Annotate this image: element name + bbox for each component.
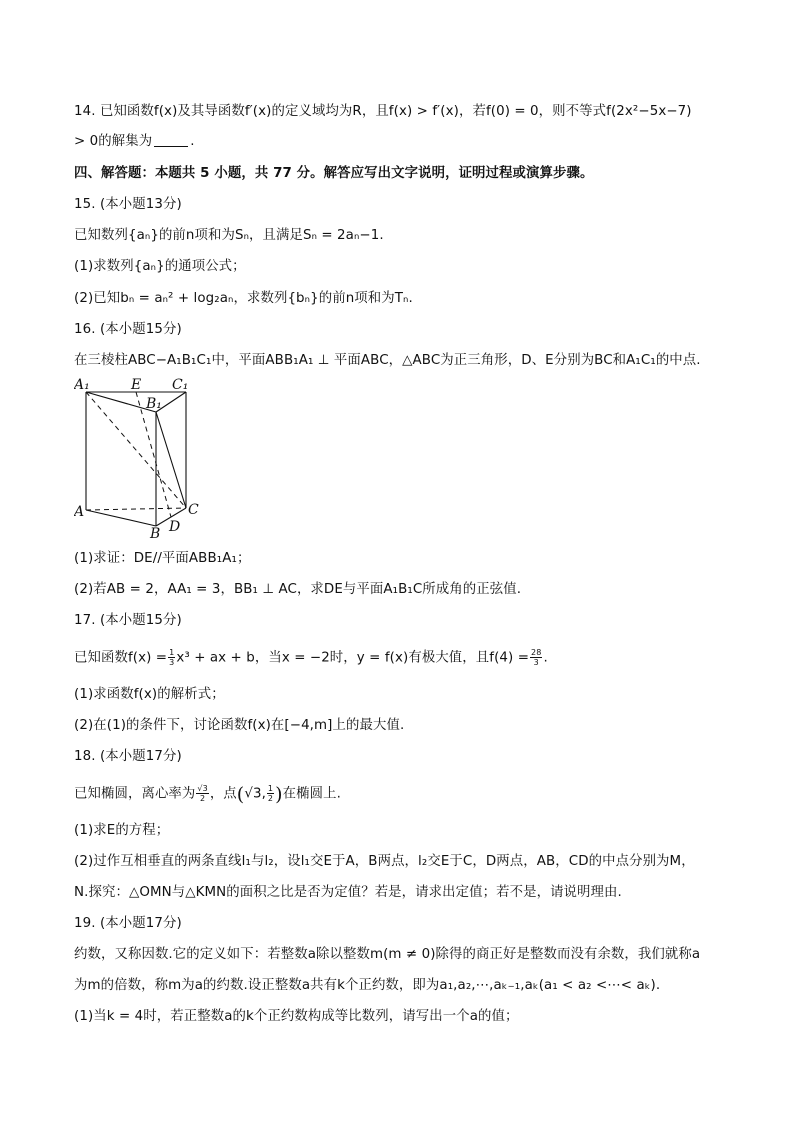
q16-stem: 在三棱柱ABC−A₁B₁C₁中，平面ABB₁A₁ ⊥ 平面ABC，△ABC为正三角形，D、E分别为BC和A₁C₁的中点. [74,353,701,368]
q14-line2-text: > 0的解集为 [74,134,153,149]
q17-heading: 17. (本小题15分) [74,613,182,628]
label-a1: A₁ [74,377,90,393]
q17-stem [74,648,548,668]
fraction-28-thirds [530,648,542,667]
fraction-denominator: 3 [169,658,175,667]
fraction-numerator: 1 [169,648,175,657]
q18-stem-end: 在椭圆上. [282,786,341,802]
point-x: √3, [244,786,266,802]
fraction-one-third [168,648,175,667]
fraction-eccentricity [196,784,208,803]
q17-stem-middle: x³ + ax + b，当x = −2时，y = f(x)有极大值，且f(4) = [176,650,530,666]
fraction-numerator: 1 [267,784,274,793]
q18-stem-start: 已知椭圆，离心率为 [74,786,196,802]
fraction-denominator: 2 [200,794,206,803]
q15-heading: 15. (本小题13分) [74,197,182,212]
q18-part2-line2: N.探究：△OMN与△KMN的面积之比是否为定值？若是，请求出定值；若不是，请说明理由. [74,885,622,900]
q17-part1: (1)求函数f(x)的解析式； [74,687,225,702]
q17-part2: (2)在(1)的条件下，讨论函数f(x)在[−4,m]上的最大值. [74,718,405,733]
q17-stem-start: 已知函数f(x) = [74,650,168,666]
q14-line1: 14. 已知函数f(x)及其导函数f′(x)的定义域均为R，且f(x) > f′(x)，若f(0) = 0，则不等式f(2x²−5x−7) [74,104,692,119]
q17-stem-end: . [543,650,548,666]
q16-heading: 16. (本小题15分) [74,322,182,337]
segment-b1c [156,412,186,508]
edge-ab [86,510,156,526]
q19-part1: (1)当k = 4时，若正整数a的k个正约数构成等比数列，请写出一个a的值； [74,1009,519,1024]
q16-part1: (1)求证：DE//平面ABB₁A₁； [74,551,251,566]
label-a: A [74,504,85,520]
label-d: D [169,519,181,535]
right-paren: ) [275,783,283,806]
fraction-one-half [267,784,274,803]
q15-part2: (2)已知bₙ = aₙ² + log₂aₙ，求数列{bₙ}的前n项和为Tₙ. [74,291,413,306]
label-e: E [131,377,142,393]
segment-a1c-hidden [86,392,186,508]
prism-figure [74,374,214,542]
section-heading: 四、解答题：本题共 5 小题，共 77 分。解答应写出文字说明，证明过程或演算步骤。 [74,166,594,181]
q18-stem-middle: ，点 [209,786,237,802]
q19-heading: 19. (本小题17分) [74,916,182,931]
label-c1: C₁ [172,377,189,393]
q19-stem-line2: 为m的倍数，称m为a的约数.设正整数a共有k个正约数，即为a₁,a₂,⋯,aₖ₋₁,aₖ(a₁ < a₂ <⋯< aₖ). [74,978,661,993]
q18-stem [74,784,341,804]
q18-part2-line1: (2)过作互相垂直的两条直线l₁与l₂，设l₁交E于A，B两点，l₂交E于C，D两点，AB，CD的中点分别为M， [74,854,695,869]
q18-part1: (1)求E的方程； [74,823,170,838]
q16-part2: (2)若AB = 2，AA₁ = 3，BB₁ ⊥ AC，求DE与平面A₁B₁C所成角的正弦值. [74,582,522,597]
label-b1: B₁ [146,396,162,412]
fraction-numerator: √3 [197,784,208,793]
q14-line2-end: . [190,134,195,149]
answer-blank [154,134,188,147]
q15-part1: (1)求数列{aₙ}的通项公式； [74,259,246,274]
q14-line2 [74,133,195,151]
fraction-denominator: 3 [533,658,539,667]
label-b: B [150,526,161,538]
q15-stem: 已知数列{aₙ}的前n项和为Sₙ，且满足Sₙ = 2aₙ−1. [74,228,384,243]
q19-stem-line1: 约数，又称因数.它的定义如下：若整数a除以整数m(m ≠ 0)除得的商正好是整数而没有余数，我们就称a [74,947,701,962]
left-paren: ( [236,783,245,806]
label-c: C [188,502,199,518]
fraction-denominator: 2 [267,794,274,803]
fraction-numerator: 28 [531,648,542,657]
q18-heading: 18. (本小题17分) [74,749,182,764]
prism-diagram [74,374,214,538]
edge-ac-hidden [86,508,186,510]
